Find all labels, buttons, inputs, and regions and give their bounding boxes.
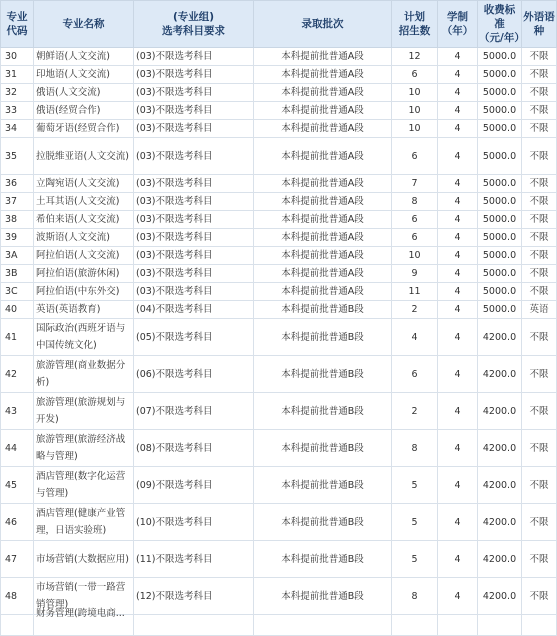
subject-requirement-cell: (04)不限选考科目	[134, 301, 254, 319]
major-name-cell: 英语(英语教育)	[34, 301, 134, 319]
plan-count-cell: 7	[392, 175, 438, 193]
table-row	[1, 175, 557, 193]
plan-count-cell: 6	[392, 66, 438, 84]
major-code-cell: 40	[1, 301, 34, 319]
table-row	[1, 541, 557, 578]
major-code-cell: 33	[1, 102, 34, 120]
foreign-language-cell: 不限	[522, 356, 557, 393]
plan-count-cell: 5	[392, 541, 438, 578]
subject-requirement-cell: (06)不限选考科目	[134, 356, 254, 393]
admission-batch-cell: 本科提前批普通B段	[254, 301, 392, 319]
header-tuition: 收费标准 （元/年）	[478, 1, 522, 48]
major-code-cell: 30	[1, 48, 34, 66]
subject-requirement-cell: (03)不限选考科目	[134, 265, 254, 283]
subject-requirement-cell: (03)不限选考科目	[134, 193, 254, 211]
foreign-language-cell: 不限	[522, 504, 557, 541]
subject-requirement-cell: (03)不限选考科目	[134, 48, 254, 66]
duration-cell: 4	[438, 356, 478, 393]
foreign-language-cell: 不限	[522, 138, 557, 175]
header-duration: 学制 （年）	[438, 1, 478, 48]
subject-requirement-cell: (03)不限选考科目	[134, 138, 254, 175]
foreign-language-cell: 不限	[522, 393, 557, 430]
subject-requirement-cell: (05)不限选考科目	[134, 319, 254, 356]
admission-batch-cell: 本科提前批普通A段	[254, 283, 392, 301]
foreign-language-cell: 不限	[522, 541, 557, 578]
foreign-language-cell: 不限	[522, 265, 557, 283]
plan-count-cell: 6	[392, 211, 438, 229]
admission-batch-cell: 本科提前批普通B段	[254, 319, 392, 356]
empty-cell	[438, 615, 478, 636]
subject-requirement-cell: (03)不限选考科目	[134, 211, 254, 229]
plan-count-cell: 11	[392, 283, 438, 301]
duration-cell: 4	[438, 265, 478, 283]
major-name-cell: 土耳其语(人文交流)	[34, 193, 134, 211]
major-name-cell: 阿拉伯语(中东外交)	[34, 283, 134, 301]
plan-count-cell: 10	[392, 120, 438, 138]
duration-cell: 4	[438, 211, 478, 229]
major-code-cell: 41	[1, 319, 34, 356]
admission-batch-cell: 本科提前批普通B段	[254, 430, 392, 467]
empty-cell	[1, 615, 34, 636]
tuition-fee-cell: 5000.0	[478, 229, 522, 247]
duration-cell: 4	[438, 541, 478, 578]
foreign-language-cell: 不限	[522, 467, 557, 504]
duration-cell: 4	[438, 120, 478, 138]
table-row	[1, 265, 557, 283]
tuition-fee-cell: 4200.0	[478, 541, 522, 578]
plan-count-cell: 5	[392, 504, 438, 541]
admission-batch-cell: 本科提前批普通A段	[254, 120, 392, 138]
duration-cell: 4	[438, 175, 478, 193]
plan-count-cell: 10	[392, 84, 438, 102]
subject-requirement-cell: (03)不限选考科目	[134, 283, 254, 301]
duration-cell: 4	[438, 138, 478, 175]
duration-cell: 4	[438, 229, 478, 247]
table-row	[1, 504, 557, 541]
empty-cell	[134, 615, 254, 636]
header-code: 专业 代码	[1, 1, 34, 48]
tuition-fee-cell: 5000.0	[478, 48, 522, 66]
plan-count-cell: 8	[392, 193, 438, 211]
duration-cell: 4	[438, 393, 478, 430]
plan-count-cell: 8	[392, 578, 438, 615]
tuition-fee-cell: 5000.0	[478, 193, 522, 211]
table-row	[1, 301, 557, 319]
major-name-cell: 俄语(经贸合作)	[34, 102, 134, 120]
subject-requirement-cell: (08)不限选考科目	[134, 430, 254, 467]
major-code-cell: 37	[1, 193, 34, 211]
admission-batch-cell: 本科提前批普通B段	[254, 356, 392, 393]
major-code-cell: 44	[1, 430, 34, 467]
duration-cell: 4	[438, 430, 478, 467]
admission-batch-cell: 本科提前批普通B段	[254, 504, 392, 541]
major-name-cell: 阿拉伯语(旅游休闲)	[34, 265, 134, 283]
duration-cell: 4	[438, 84, 478, 102]
admission-batch-cell: 本科提前批普通B段	[254, 578, 392, 615]
major-name-cell: 希伯来语(人文交流)	[34, 211, 134, 229]
tuition-fee-cell: 5000.0	[478, 283, 522, 301]
foreign-language-cell: 不限	[522, 84, 557, 102]
tuition-fee-cell: 4200.0	[478, 504, 522, 541]
subject-requirement-cell: (03)不限选考科目	[134, 66, 254, 84]
major-code-cell: 43	[1, 393, 34, 430]
duration-cell: 4	[438, 193, 478, 211]
tuition-fee-cell: 4200.0	[478, 467, 522, 504]
table-row	[1, 430, 557, 467]
major-name-cell: 立陶宛语(人文交流)	[34, 175, 134, 193]
plan-count-cell: 8	[392, 430, 438, 467]
foreign-language-cell: 不限	[522, 430, 557, 467]
plan-count-cell: 12	[392, 48, 438, 66]
admission-batch-cell: 本科提前批普通B段	[254, 393, 392, 430]
major-code-cell: 35	[1, 138, 34, 175]
major-code-cell: 3B	[1, 265, 34, 283]
tuition-fee-cell: 5000.0	[478, 84, 522, 102]
tuition-fee-cell: 5000.0	[478, 66, 522, 84]
table-row	[1, 356, 557, 393]
tuition-fee-cell: 4200.0	[478, 578, 522, 615]
duration-cell: 4	[438, 102, 478, 120]
admission-batch-cell: 本科提前批普通A段	[254, 175, 392, 193]
empty-cell	[522, 615, 557, 636]
table-row	[1, 66, 557, 84]
major-code-cell: 39	[1, 229, 34, 247]
major-code-cell: 47	[1, 541, 34, 578]
header-language: 外语语种	[522, 1, 557, 48]
header-major-name: 专业名称	[34, 1, 134, 48]
empty-cell	[392, 615, 438, 636]
plan-count-cell: 9	[392, 265, 438, 283]
admission-batch-cell: 本科提前批普通A段	[254, 66, 392, 84]
foreign-language-cell: 不限	[522, 48, 557, 66]
plan-count-cell: 6	[392, 229, 438, 247]
foreign-language-cell: 不限	[522, 175, 557, 193]
major-name-cell: 酒店管理(健康产业管理，日语实验班)	[34, 504, 134, 541]
duration-cell: 4	[438, 66, 478, 84]
subject-requirement-cell: (07)不限选考科目	[134, 393, 254, 430]
table-row	[1, 211, 557, 229]
major-code-cell: 31	[1, 66, 34, 84]
table-row-partial	[1, 615, 557, 636]
admission-batch-cell: 本科提前批普通A段	[254, 193, 392, 211]
plan-count-cell: 6	[392, 356, 438, 393]
tuition-fee-cell: 5000.0	[478, 211, 522, 229]
empty-cell	[478, 615, 522, 636]
table-row	[1, 283, 557, 301]
duration-cell: 4	[438, 48, 478, 66]
foreign-language-cell: 不限	[522, 120, 557, 138]
subject-requirement-cell: (11)不限选考科目	[134, 541, 254, 578]
subject-requirement-cell: (03)不限选考科目	[134, 102, 254, 120]
admission-batch-cell: 本科提前批普通A段	[254, 265, 392, 283]
major-code-cell: 48	[1, 578, 34, 615]
table-row	[1, 229, 557, 247]
subject-requirement-cell: (03)不限选考科目	[134, 247, 254, 265]
admission-batch-cell: 本科提前批普通A段	[254, 84, 392, 102]
major-name-cell: 市场营销(一带一路营销管理)	[34, 578, 134, 615]
table-row	[1, 467, 557, 504]
plan-count-cell: 4	[392, 319, 438, 356]
major-name-cell: 拉脱维亚语(人文交流)	[34, 138, 134, 175]
table-row	[1, 120, 557, 138]
foreign-language-cell: 不限	[522, 211, 557, 229]
subject-requirement-cell: (03)不限选考科目	[134, 229, 254, 247]
major-name-cell: 波斯语(人文交流)	[34, 229, 134, 247]
subject-requirement-cell: (03)不限选考科目	[134, 84, 254, 102]
major-name-cell: 朝鲜语(人文交流)	[34, 48, 134, 66]
tuition-fee-cell: 5000.0	[478, 138, 522, 175]
header-batch: 录取批次	[254, 1, 392, 48]
table-row	[1, 84, 557, 102]
duration-cell: 4	[438, 283, 478, 301]
tuition-fee-cell: 4200.0	[478, 356, 522, 393]
table-body	[1, 48, 557, 636]
plan-count-cell: 10	[392, 247, 438, 265]
table-row	[1, 48, 557, 66]
cutoff-major-name: 财务管理(跨境电商...	[36, 607, 125, 619]
subject-requirement-cell: (10)不限选考科目	[134, 504, 254, 541]
table-row	[1, 102, 557, 120]
major-name-cell: 旅游管理(旅游规划与开发)	[34, 393, 134, 430]
plan-count-cell: 6	[392, 138, 438, 175]
major-code-cell: 3A	[1, 247, 34, 265]
duration-cell: 4	[438, 301, 478, 319]
major-code-cell: 45	[1, 467, 34, 504]
foreign-language-cell: 不限	[522, 193, 557, 211]
plan-count-cell: 2	[392, 301, 438, 319]
major-name-cell: 俄语(人文交流)	[34, 84, 134, 102]
duration-cell: 4	[438, 578, 478, 615]
major-code-cell: 34	[1, 120, 34, 138]
foreign-language-cell: 英语	[522, 301, 557, 319]
subject-requirement-cell: (03)不限选考科目	[134, 120, 254, 138]
major-code-cell: 3C	[1, 283, 34, 301]
major-name-cell: 阿拉伯语(人文交流)	[34, 247, 134, 265]
duration-cell: 4	[438, 247, 478, 265]
admission-batch-cell: 本科提前批普通B段	[254, 541, 392, 578]
foreign-language-cell: 不限	[522, 229, 557, 247]
major-code-cell: 38	[1, 211, 34, 229]
foreign-language-cell: 不限	[522, 578, 557, 615]
tuition-fee-cell: 5000.0	[478, 102, 522, 120]
major-name-cell: 旅游管理(商业数据分析)	[34, 356, 134, 393]
major-name-cell: 国际政治(西班牙语与中国传统文化)	[34, 319, 134, 356]
tuition-fee-cell: 5000.0	[478, 120, 522, 138]
table-row	[1, 393, 557, 430]
duration-cell: 4	[438, 504, 478, 541]
major-code-cell: 32	[1, 84, 34, 102]
major-name-cell: 葡萄牙语(经贸合作)	[34, 120, 134, 138]
foreign-language-cell: 不限	[522, 283, 557, 301]
tuition-fee-cell: 4200.0	[478, 430, 522, 467]
subject-requirement-cell: (03)不限选考科目	[134, 175, 254, 193]
admission-batch-cell: 本科提前批普通A段	[254, 229, 392, 247]
subject-requirement-cell: (12)不限选考科目	[134, 578, 254, 615]
major-code-cell: 46	[1, 504, 34, 541]
tuition-fee-cell: 4200.0	[478, 319, 522, 356]
admission-batch-cell: 本科提前批普通A段	[254, 48, 392, 66]
major-name-cell	[34, 607, 134, 636]
tuition-fee-cell: 5000.0	[478, 175, 522, 193]
duration-cell: 4	[438, 467, 478, 504]
major-name-cell: 旅游管理(旅游经济战略与管理)	[34, 430, 134, 467]
table-row	[1, 193, 557, 211]
foreign-language-cell: 不限	[522, 319, 557, 356]
admission-batch-cell: 本科提前批普通B段	[254, 467, 392, 504]
table-row	[1, 319, 557, 356]
tuition-fee-cell: 5000.0	[478, 301, 522, 319]
tuition-fee-cell: 5000.0	[478, 265, 522, 283]
tuition-fee-cell: 4200.0	[478, 393, 522, 430]
table-row	[1, 247, 557, 265]
plan-count-cell: 5	[392, 467, 438, 504]
duration-cell: 4	[438, 319, 478, 356]
table-row	[1, 138, 557, 175]
admission-batch-cell: 本科提前批普通A段	[254, 102, 392, 120]
empty-cell	[254, 615, 392, 636]
major-name-cell: 印地语(人文交流)	[34, 66, 134, 84]
header-row	[1, 1, 557, 48]
tuition-fee-cell: 5000.0	[478, 247, 522, 265]
plan-count-cell: 2	[392, 393, 438, 430]
admission-batch-cell: 本科提前批普通A段	[254, 138, 392, 175]
major-name-cell: 市场营销(大数据应用)	[34, 541, 134, 578]
foreign-language-cell: 不限	[522, 102, 557, 120]
admission-batch-cell: 本科提前批普通A段	[254, 211, 392, 229]
header-plan-count: 计划 招生数	[392, 1, 438, 48]
admission-batch-cell: 本科提前批普通A段	[254, 247, 392, 265]
plan-count-cell: 10	[392, 102, 438, 120]
foreign-language-cell: 不限	[522, 66, 557, 84]
major-code-cell: 42	[1, 356, 34, 393]
major-code-cell: 36	[1, 175, 34, 193]
subject-requirement-cell: (09)不限选考科目	[134, 467, 254, 504]
foreign-language-cell: 不限	[522, 247, 557, 265]
header-subject-requirement: (专业组) 选考科目要求	[134, 1, 254, 48]
major-name-cell: 酒店管理(数字化运营与管理)	[34, 467, 134, 504]
